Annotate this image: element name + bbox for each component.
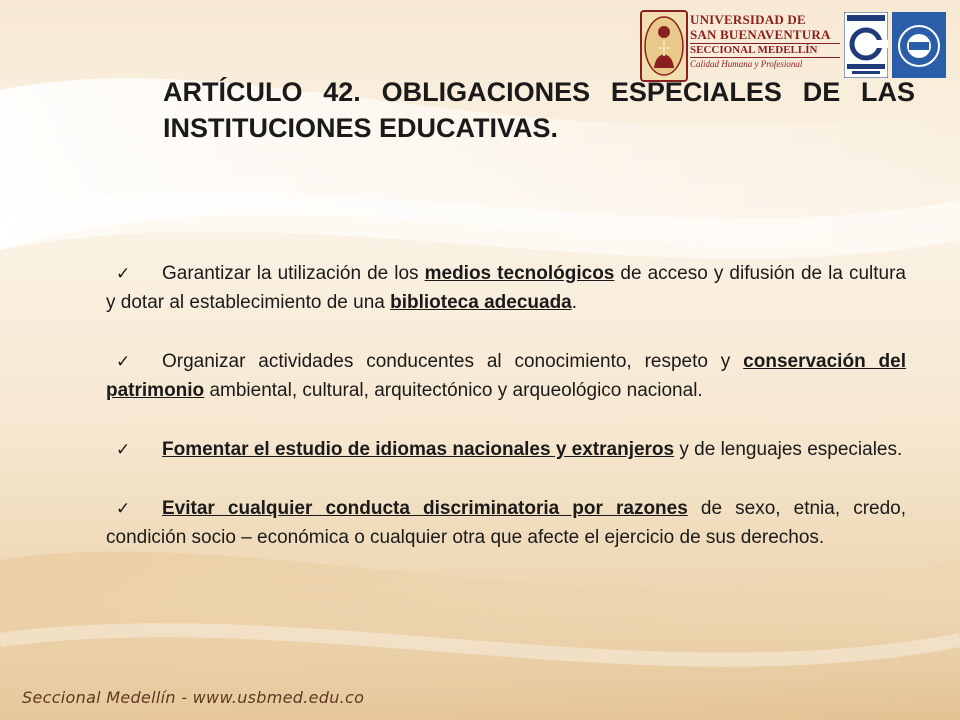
item-text: Garantizar la utilización de los	[162, 263, 425, 284]
list-item	[106, 494, 906, 552]
item-text: y de lenguajes especiales.	[674, 439, 903, 460]
header-logos	[640, 10, 950, 82]
item-emphasis: Evitar cualquier conducta discriminatoria por razones	[162, 498, 688, 519]
page-title: ARTÍCULO 42. OBLIGACIONES ESPECIALES DE LAS INSTITUCIONES EDUCATIVAS.	[163, 77, 915, 143]
checkmark-icon: ✓	[116, 264, 131, 283]
obligations-list	[106, 259, 906, 582]
checkmark-icon: ✓	[116, 440, 131, 459]
list-item	[106, 259, 906, 317]
footer-site-link[interactable]: Seccional Medellín - www.usbmed.edu.co	[22, 688, 365, 707]
item-text: de acceso y difusión de la cultura y dotar al establecimiento de una	[106, 263, 907, 313]
checkmark-icon: ✓	[116, 499, 131, 518]
item-emphasis: Fomentar el estudio de idiomas nacionales y extranjeros	[162, 439, 675, 460]
item-text: .	[571, 292, 578, 313]
university-wordmark	[690, 12, 840, 70]
item-text: ambiental, cultural, arquitectónico y arqueológico nacional.	[204, 380, 703, 401]
item-text: Organizar actividades conducentes al conocimiento, respeto y	[162, 351, 744, 372]
list-item	[106, 435, 906, 464]
item-emphasis: conservación del patrimonio	[106, 351, 906, 401]
university-seal-icon	[640, 10, 688, 82]
item-emphasis: medios tecnológicos	[424, 263, 615, 284]
item-emphasis: biblioteca adecuada	[390, 292, 572, 313]
icontec-certification-icon	[844, 12, 888, 78]
university-name-line1: UNIVERSIDAD DE	[690, 12, 806, 27]
list-item	[106, 347, 906, 405]
iqnet-certification-icon	[892, 12, 946, 78]
item-text: de sexo, etnia, credo, condición socio – económica o cualquier otra que afecte el ejercicio de sus derechos.	[106, 498, 907, 548]
university-seccional: SECCIONAL MEDELLÍN	[690, 43, 840, 58]
university-name-line2: SAN BUENAVENTURA	[690, 27, 831, 42]
checkmark-icon: ✓	[116, 352, 131, 371]
university-motto: Calidad Humana y Profesional	[690, 59, 803, 69]
